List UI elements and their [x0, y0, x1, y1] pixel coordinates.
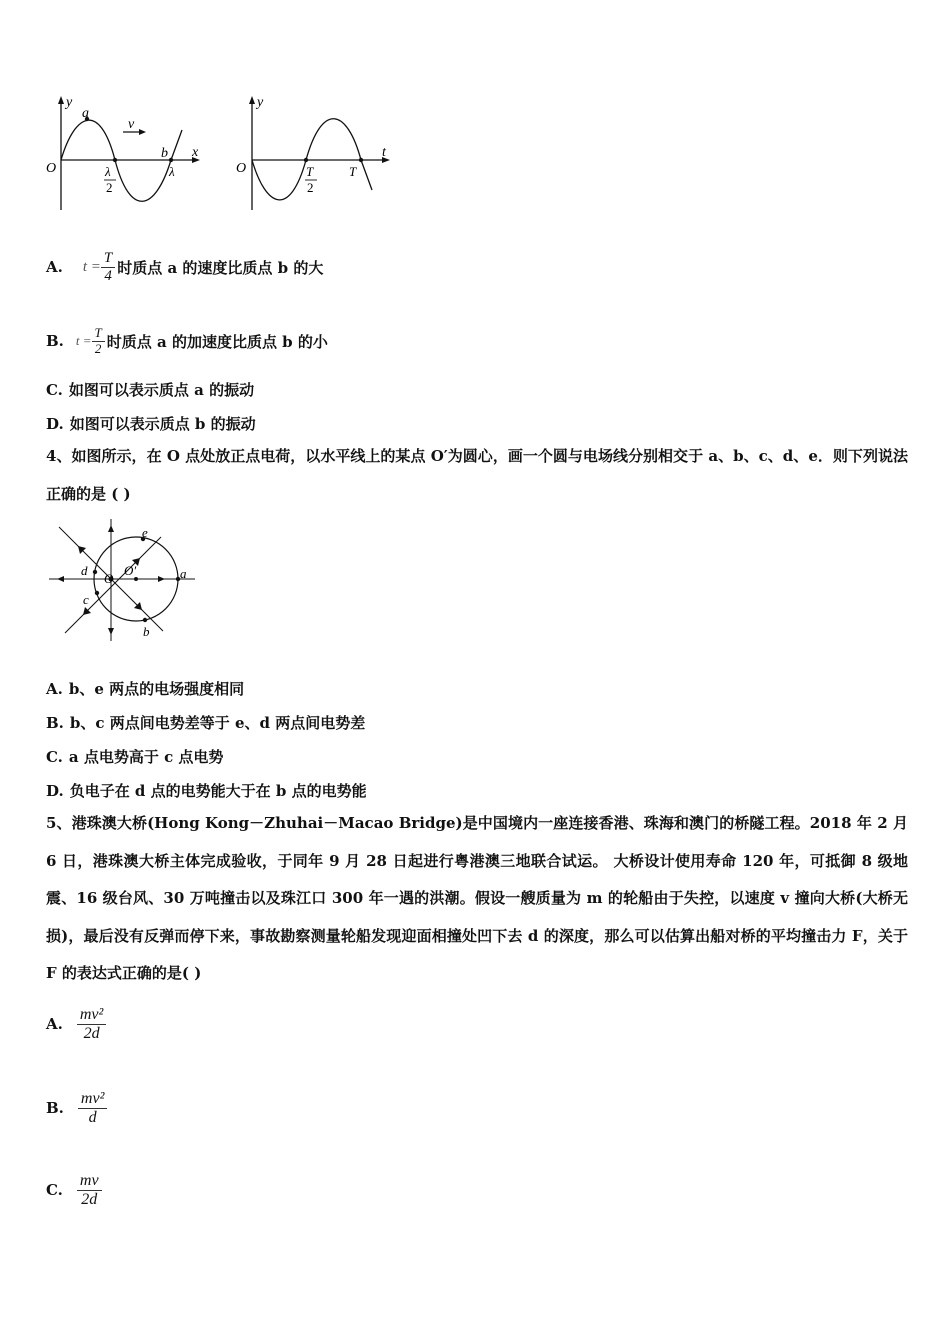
q4-option-a[interactable]	[46, 678, 244, 699]
q4-option-b[interactable]	[46, 712, 365, 733]
q3-option-a-den: 4	[104, 267, 112, 284]
vib-origin-label: O	[236, 161, 247, 176]
wave-lambda-label: λ	[169, 164, 175, 179]
q3-option-b-num: T	[92, 326, 105, 341]
q5-option-c-den: 2d	[81, 1190, 98, 1208]
wave-point-half	[113, 158, 117, 162]
field-arrow-right	[158, 576, 165, 582]
q3-option-b-fraction	[92, 326, 105, 356]
q5-option-b-den: d	[88, 1108, 97, 1126]
label-c: c	[83, 592, 89, 607]
q5-option-c[interactable]	[46, 1162, 102, 1218]
q5-option-b-num: mv²	[78, 1090, 107, 1109]
q5-stem: 5、港珠澳大桥(Hong Kong－Zhuhai－Macao Bridge)是中国境内一座连接香港、珠海和澳门的桥隧工程。2018 年 2 月 6 日，港珠澳大桥主体完成验收，于同年 9 月 28 日起进行粤港澳三地联合试运。 大桥设计使用寿命 120 年，可抵御 8 级地震、16 级台风、30 万吨撞击以及珠江口 300 年一遇的洪潮。假设一艘质量为 m 的轮船由于失控，以速度 v 撞向大桥(大桥无损)，最后没有反弹而停下来，事故勘察测量轮船发现迎面相撞处凹下去 d 的深度，那么可以估算出船对桥的平均撞击力 F，关于 F 的表达式正确的是( )	[46, 814, 908, 982]
q3-option-d[interactable]	[46, 413, 256, 434]
q5-option-c-num: mv	[77, 1172, 102, 1191]
wave-half-den: 2	[106, 180, 113, 195]
q3-option-d-label: D.	[46, 415, 64, 433]
q3-option-a-num: T	[101, 250, 115, 268]
q4-option-a-text: b、e 两点的电场强度相同	[68, 680, 245, 698]
wave-a-label: a	[82, 106, 89, 121]
velocity-arrowhead	[139, 129, 146, 135]
vib-point-half	[304, 158, 308, 162]
wave-b-label: b	[161, 146, 168, 161]
vib-t-label: t	[382, 145, 386, 160]
wave-y-arrow	[58, 96, 64, 104]
q3-option-c-label: C.	[46, 381, 63, 399]
q3-option-d-text: 如图可以表示质点 b 的振动	[69, 415, 256, 433]
q5-option-b-label: B.	[46, 1099, 64, 1117]
wave-point-b	[169, 158, 173, 162]
q5-option-b-fraction	[78, 1090, 107, 1126]
q4-option-b-label: B.	[46, 714, 64, 732]
q5-option-a[interactable]	[46, 996, 106, 1052]
field-arrow-left	[57, 576, 64, 582]
vibration-graph	[230, 92, 400, 217]
field-arrow-up	[108, 525, 114, 532]
q5-option-b[interactable]	[46, 1080, 107, 1136]
vib-period-label: T	[349, 164, 357, 179]
point-d	[93, 570, 97, 574]
q3-option-b[interactable]	[46, 316, 328, 366]
vib-y-label: y	[257, 95, 264, 110]
q5-option-a-label: A.	[46, 1015, 63, 1033]
q4-option-d-text: 负电子在 d 点的电势能大于在 b 点的电势能	[69, 782, 367, 800]
label-O: O	[104, 571, 114, 586]
q4-option-c-text: a 点电势高于 c 点电势	[68, 748, 224, 766]
wave-x-label: x	[192, 145, 199, 160]
wave-graph	[40, 92, 210, 217]
wave-half-num: λ	[105, 164, 111, 179]
q3-option-b-text: 时质点 a 的加速度比质点 b 的小	[106, 332, 328, 351]
electric-field-figure	[45, 515, 200, 645]
q3-option-a[interactable]	[46, 237, 323, 297]
q4-option-d-label: D.	[46, 782, 64, 800]
q5-option-a-den: 2d	[83, 1024, 100, 1042]
wave-y-label: y	[66, 95, 73, 110]
point-c	[95, 591, 99, 595]
q3-option-a-label: A.	[46, 258, 63, 276]
field-arrow-down	[108, 628, 114, 635]
q4-option-d[interactable]	[46, 780, 367, 801]
point-b	[143, 618, 147, 622]
q5-option-a-fraction	[77, 1006, 106, 1042]
q3-option-a-fraction	[101, 250, 115, 284]
q3-option-a-lhs: t =	[82, 258, 101, 275]
q3-option-b-lhs: t =	[75, 333, 92, 348]
q3-option-a-text: 时质点 a 的速度比质点 b 的大	[117, 258, 324, 277]
q3-option-c[interactable]	[46, 379, 254, 400]
vib-half-den: 2	[307, 180, 314, 195]
q5-option-c-fraction	[77, 1172, 102, 1208]
q3-option-b-den: 2	[94, 340, 102, 356]
q3-option-b-label: B.	[46, 332, 64, 350]
q5-option-a-num: mv²	[77, 1006, 106, 1025]
q3-option-c-text: 如图可以表示质点 a 的振动	[68, 381, 255, 399]
q4-option-c[interactable]	[46, 746, 223, 767]
velocity-label: v	[128, 117, 135, 132]
vib-half-num: T	[306, 164, 314, 179]
q4-option-a-label: A.	[46, 680, 63, 698]
q4-option-c-label: C.	[46, 748, 63, 766]
wave-origin-label: O	[46, 161, 57, 176]
q5-option-c-label: C.	[46, 1181, 63, 1199]
vib-point-T	[359, 158, 363, 162]
label-O-prime: O′	[124, 563, 137, 578]
q4-option-b-text: b、c 两点间电势差等于 e、d 两点间电势差	[69, 714, 366, 732]
label-d: d	[81, 563, 88, 578]
q4-stem: 4、如图所示，在 O 点处放正点电荷，以水平线上的某点 O′为圆心，画一个圆与电场线分别相交于 a、b、c、d、e．则下列说法正确的是 ( )	[46, 447, 908, 503]
label-a: a	[180, 566, 187, 581]
label-b: b	[143, 624, 150, 639]
vib-y-arrow	[249, 96, 255, 104]
label-e: e	[142, 525, 148, 540]
